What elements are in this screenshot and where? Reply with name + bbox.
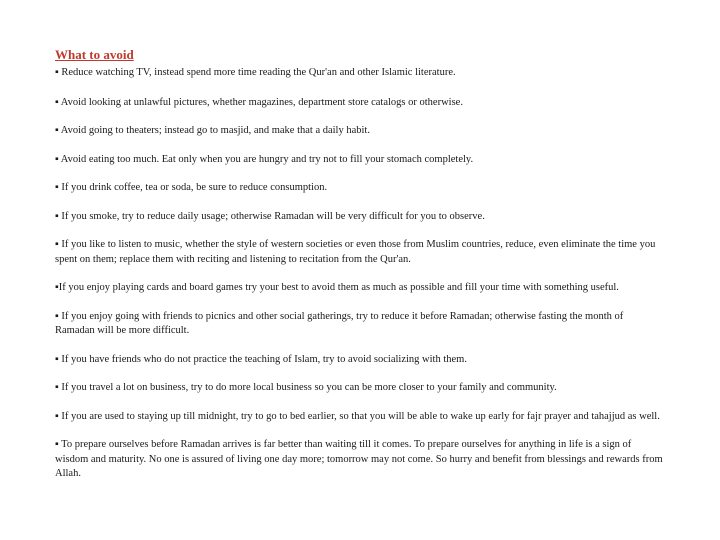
list-item: ▪ Avoid eating too much. Eat only when you are hungry and try not to fill your stomach completely. <box>55 153 474 165</box>
list-item: ▪ If you smoke, try to reduce daily usage; otherwise Ramadan will be very difficult for you to observe. <box>55 210 485 222</box>
list-item: ▪ If you drink coffee, tea or soda, be sure to reduce consumption. <box>55 182 328 193</box>
list-item: ▪ Avoid looking at unlawful pictures, whether magazines, department store catalogs or otherwise. <box>55 96 463 108</box>
section-heading: What to avoid <box>55 47 134 62</box>
list-item: ▪ If you enjoy going with friends to picnics and other social gatherings, try to reduce it before Ramadan; otherwise fasting the month of Ramadan will be more difficult. <box>55 310 624 336</box>
document-page <box>55 47 665 496</box>
list-item: ▪If you enjoy playing cards and board games try your best to avoid them as much as possible and fill your time with something useful. <box>55 282 619 293</box>
list-item: ▪ If you are used to staying up till midnight, try to go to bed earlier, so that you will be able to wake up early for fajr prayer and tahajjud as well. <box>55 410 660 422</box>
list-item: ▪ If you like to listen to music, whether the style of western societies or even those from Muslim countries, reduce, even eliminate the time you spent on them; replace them with reciting and listening to recitation from the Qur'an. <box>55 239 656 265</box>
list-item: ▪ If you have friends who do not practice the teaching of Islam, try to avoid socializing with them. <box>55 353 467 365</box>
list-item: ▪ Reduce watching TV, instead spend more time reading the Qur'an and other Islamic literature. <box>55 67 456 78</box>
list-item: ▪ Avoid going to theaters; instead go to masjid, and make that a daily habit. <box>55 125 370 136</box>
avoid-list <box>55 66 665 482</box>
list-item: ▪ To prepare ourselves before Ramadan arrives is far better than waiting till it comes. To prepare ourselves for anything in life is a sign of wisdom and maturity. No one is assured of living one day more; tomorrow may not come. So hurry and benefit from blessings and rewards from Allah. <box>55 439 663 479</box>
list-item: ▪ If you travel a lot on business, try to do more local business so you can be more closer to your family and community. <box>55 382 557 393</box>
